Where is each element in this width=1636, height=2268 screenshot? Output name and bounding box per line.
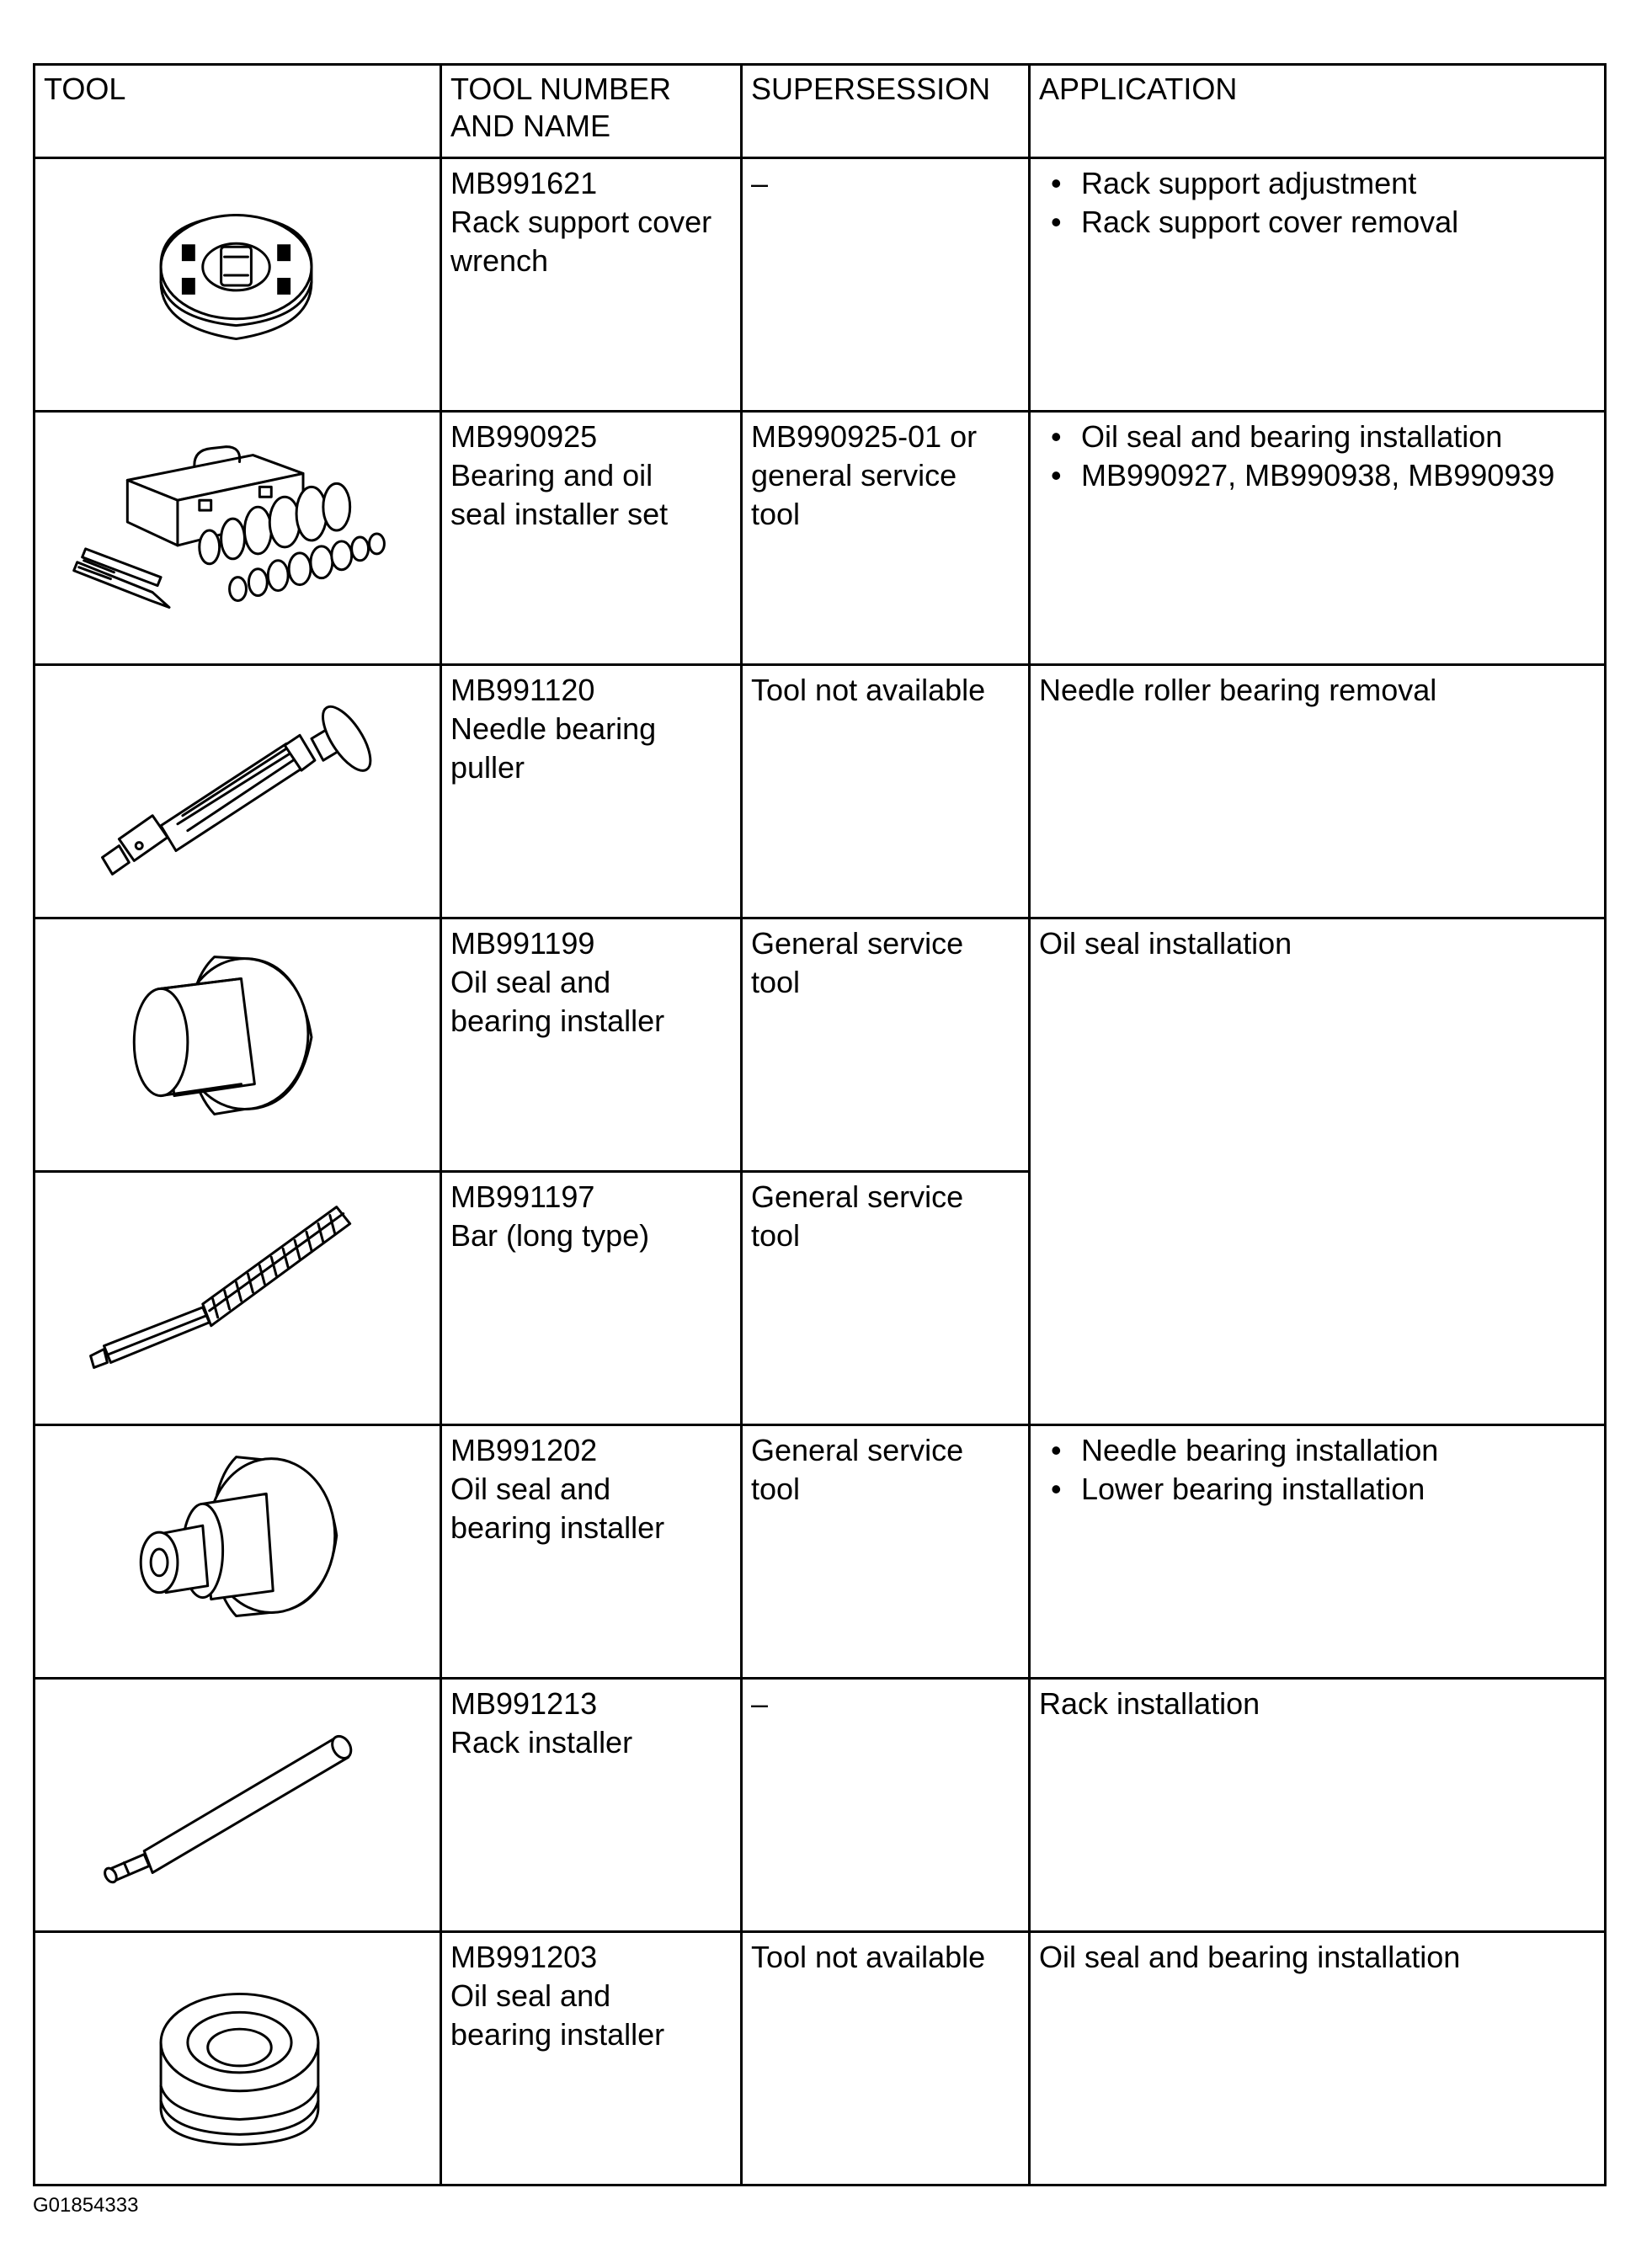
supersession-text: – bbox=[751, 1686, 769, 1721]
header-application-label: APPLICATION bbox=[1039, 72, 1238, 106]
tool-name-line: Bar (long type) bbox=[450, 1218, 650, 1253]
application-text: Rack installation bbox=[1039, 1686, 1260, 1721]
tool-name-line: Oil seal and bbox=[450, 1472, 611, 1506]
tool-number: MB991120 bbox=[450, 673, 595, 707]
tool-number-cell bbox=[441, 412, 742, 665]
supersession-text: – bbox=[751, 166, 769, 200]
bearing-seal-installer-set-icon bbox=[35, 413, 440, 653]
application-item: • Rack support cover removal bbox=[1039, 203, 1596, 242]
tool-image-cell bbox=[35, 1932, 441, 2185]
application-cell bbox=[1030, 158, 1606, 412]
supersession-cell bbox=[742, 1679, 1030, 1932]
application-cell bbox=[1030, 412, 1606, 665]
tool-number-cell bbox=[441, 1932, 742, 2185]
tool-name-line: bearing installer bbox=[450, 1004, 665, 1038]
rack-support-cover-wrench-icon bbox=[35, 159, 440, 400]
supersession-text: tool bbox=[751, 965, 801, 999]
application-text: Oil seal installation bbox=[1039, 926, 1292, 961]
oil-seal-bearing-installer-icon bbox=[35, 1426, 440, 1667]
header-tool bbox=[35, 65, 441, 158]
application-item: • Needle bearing installation bbox=[1039, 1431, 1596, 1470]
needle-bearing-puller-icon bbox=[35, 666, 440, 907]
tool-number: MB991621 bbox=[450, 166, 598, 200]
tool-number: MB991213 bbox=[450, 1686, 598, 1721]
table-row bbox=[35, 918, 1606, 1172]
supersession-cell bbox=[742, 158, 1030, 412]
tool-name-line: bearing installer bbox=[450, 1510, 665, 1545]
application-text: Oil seal and bearing installation bbox=[1039, 1940, 1461, 1974]
tool-number: MB991202 bbox=[450, 1433, 598, 1467]
supersession-text: general service bbox=[751, 458, 957, 492]
oil-seal-bearing-installer-cup-icon bbox=[35, 1933, 440, 2174]
table-row bbox=[35, 1425, 1606, 1679]
header-tool-number bbox=[441, 65, 742, 158]
supersession-text: MB990925-01 or bbox=[751, 419, 978, 454]
application-item: • Oil seal and bearing installation bbox=[1039, 418, 1596, 456]
tool-image-cell bbox=[35, 1172, 441, 1425]
supersession-text: tool bbox=[751, 497, 801, 531]
application-cell bbox=[1030, 1932, 1606, 2185]
tool-number: MB991199 bbox=[450, 926, 595, 961]
supersession-cell bbox=[742, 1932, 1030, 2185]
tool-name-line: Needle bearing bbox=[450, 711, 657, 746]
tool-image-cell bbox=[35, 918, 441, 1172]
tool-name-line: Oil seal and bbox=[450, 1978, 611, 2013]
tool-name-line: Rack installer bbox=[450, 1725, 633, 1760]
tool-number-cell bbox=[441, 1172, 742, 1425]
table-row bbox=[35, 158, 1606, 412]
special-tools-table bbox=[33, 63, 1607, 2186]
tool-name-line: Oil seal and bbox=[450, 965, 611, 999]
header-supersession bbox=[742, 65, 1030, 158]
tool-number-cell bbox=[441, 1679, 742, 1932]
tool-number-cell bbox=[441, 665, 742, 918]
supersession-text: Tool not available bbox=[751, 1940, 986, 1974]
tool-name-line: Bearing and oil bbox=[450, 458, 653, 492]
header-tool-number-line2: AND NAME bbox=[450, 109, 611, 143]
supersession-cell bbox=[742, 918, 1030, 1172]
tool-number-cell bbox=[441, 918, 742, 1172]
table-row bbox=[35, 1932, 1606, 2185]
oil-seal-bearing-installer-icon bbox=[35, 919, 440, 1160]
header-tool-label: TOOL bbox=[44, 72, 126, 106]
figure-id: G01854333 bbox=[33, 2194, 139, 2217]
application-list bbox=[1039, 164, 1596, 242]
tool-name-line: wrench bbox=[450, 243, 549, 278]
tool-number-cell bbox=[441, 1425, 742, 1679]
tool-table-sheet bbox=[33, 63, 1604, 2168]
table-header-row bbox=[35, 65, 1606, 158]
tool-name-line: Rack support cover bbox=[450, 205, 712, 239]
tool-name-line: bearing installer bbox=[450, 2017, 665, 2052]
tool-image-cell bbox=[35, 1425, 441, 1679]
supersession-text: tool bbox=[751, 1472, 801, 1506]
header-tool-number-line1: TOOL NUMBER bbox=[450, 72, 672, 106]
application-cell bbox=[1030, 665, 1606, 918]
supersession-cell bbox=[742, 1425, 1030, 1679]
supersession-cell bbox=[742, 665, 1030, 918]
rack-installer-icon bbox=[35, 1680, 440, 1920]
application-cell bbox=[1030, 1425, 1606, 1679]
supersession-text: Tool not available bbox=[751, 673, 986, 707]
supersession-text: General service bbox=[751, 1433, 964, 1467]
bar-long-type-icon bbox=[35, 1173, 440, 1414]
tool-name-line: puller bbox=[450, 750, 525, 785]
table-row bbox=[35, 412, 1606, 665]
header-supersession-label: SUPERSESSION bbox=[751, 72, 991, 106]
application-text: Needle roller bearing removal bbox=[1039, 673, 1437, 707]
table-row bbox=[35, 665, 1606, 918]
application-cell bbox=[1030, 918, 1606, 1425]
application-item: • MB990927, MB990938, MB990939 bbox=[1039, 456, 1596, 495]
application-item: • Lower bearing installation bbox=[1039, 1470, 1596, 1509]
supersession-cell bbox=[742, 412, 1030, 665]
supersession-text: General service bbox=[751, 926, 964, 961]
header-application bbox=[1030, 65, 1606, 158]
tool-image-cell bbox=[35, 412, 441, 665]
supersession-cell bbox=[742, 1172, 1030, 1425]
supersession-text: tool bbox=[751, 1218, 801, 1253]
application-item: • Rack support adjustment bbox=[1039, 164, 1596, 203]
tool-image-cell bbox=[35, 665, 441, 918]
tool-image-cell bbox=[35, 1679, 441, 1932]
tool-number: MB991197 bbox=[450, 1179, 595, 1214]
application-list bbox=[1039, 1431, 1596, 1509]
tool-number: MB991203 bbox=[450, 1940, 598, 1974]
supersession-text: General service bbox=[751, 1179, 964, 1214]
tool-name-line: seal installer set bbox=[450, 497, 669, 531]
tool-number: MB990925 bbox=[450, 419, 598, 454]
tool-image-cell bbox=[35, 158, 441, 412]
application-cell bbox=[1030, 1679, 1606, 1932]
tool-number-cell bbox=[441, 158, 742, 412]
table-row bbox=[35, 1679, 1606, 1932]
application-list bbox=[1039, 418, 1596, 495]
